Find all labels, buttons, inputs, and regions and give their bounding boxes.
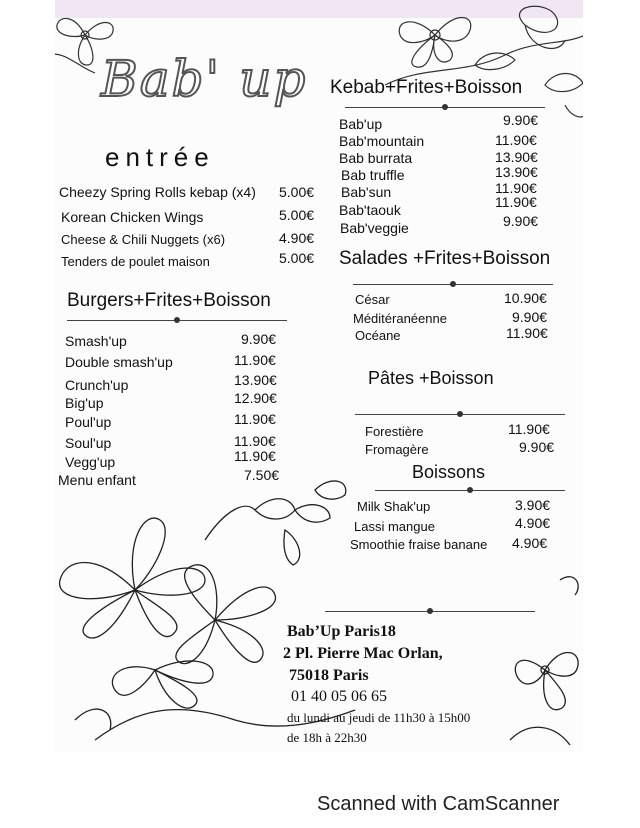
address-city: 75018 Paris [289,667,369,684]
salade-item-name: Méditéranéenne [353,311,447,326]
kebab-item-name: Bab'veggie [340,220,409,236]
kebab-item-price: 13.90€ [495,149,538,165]
burger-item-name: Smash'up [65,333,127,349]
boisson-item-name: Smoothie fraise banane [350,537,488,552]
address-name: Bab’Up Paris18 [287,623,396,640]
kebab-item-price: 11.90€ [495,180,537,196]
divider [375,487,565,493]
boisson-item-name: Milk Shak'up [357,499,431,514]
pates-item-price: 11.90€ [508,421,550,437]
divider [345,104,545,110]
kebab-item-price: 11.90€ [495,132,537,148]
entree-item-price: 5.00€ [279,250,315,266]
logo: Bab' up [101,50,308,108]
kebab-title: Kebab+Frites+Boisson [330,77,523,98]
divider [67,317,287,323]
burger-item-price: 9.90€ [241,331,277,347]
kebab-item-name: Bab'sun [341,184,392,200]
salade-item-price: 11.90€ [506,325,548,341]
kebab-item-price: 9.90€ [503,112,539,128]
salade-item-price: 10.90€ [504,290,547,306]
entree-item-name: Korean Chicken Wings [61,209,204,225]
entree-item-price: 4.90€ [279,230,315,246]
kebab-item-name: Bab'mountain [339,133,425,149]
kebab-item-name: Bab truffle [341,167,405,183]
boisson-item-name: Lassi mangue [354,519,435,534]
burger-item-name: Double smash'up [65,354,173,370]
flower-bottom-right-icon [500,560,583,750]
address-street: 2 Pl. Pierre Mac Orlan, [283,645,443,662]
address-phone: 01 40 05 06 65 [291,688,387,705]
pates-title: Pâtes +Boisson [368,368,494,388]
entree-item-name: Cheezy Spring Rolls kebap (x4) [59,184,256,200]
burger-item-price: 11.90€ [234,411,276,427]
burger-item-name: Menu enfant [58,472,136,488]
opening-hours: de 18h à 22h30 [287,730,367,745]
burger-item-price: 11.90€ [234,448,276,464]
kebab-item-name: Bab'up [339,116,383,132]
kebab-item-price: 11.90€ [495,194,537,210]
camscanner-watermark: Scanned with CamScanner [317,793,560,815]
pates-item-name: Forestière [365,424,424,439]
opening-hours: du lundi au jeudi de 11h30 à 15h00 [287,710,471,725]
burger-item-price: 11.90€ [234,352,276,368]
kebab-item-name: Bab burrata [339,150,413,166]
pates-item-price: 9.90€ [519,439,555,455]
salade-item-name: Océane [355,328,401,343]
burger-item-name: Crunch'up [65,377,129,393]
kebab-item-price: 13.90€ [495,164,538,180]
burger-item-price: 7.50€ [244,467,280,483]
boisson-item-price: 4.90€ [515,515,551,531]
entree-item-name: Tenders de poulet maison [61,254,210,269]
burger-item-price: 12.90€ [234,390,277,406]
menu-page [55,0,583,752]
burger-item-name: Soul'up [65,435,112,451]
entree-title: entrée [105,142,215,172]
burger-item-name: Vegg'up [65,454,116,470]
flower-top-right-icon [355,0,583,135]
entree-item-price: 5.00€ [279,207,315,223]
salade-item-price: 9.90€ [512,309,548,325]
burgers-title: Burgers+Frites+Boisson [67,290,271,311]
kebab-item-price: 9.90€ [503,213,539,229]
burger-item-price: 13.90€ [234,372,277,388]
boissons-title: Boissons [412,462,486,482]
divider [353,281,553,287]
burger-item-name: Big'up [65,395,104,411]
entree-item-name: Cheese & Chili Nuggets (x6) [61,232,226,247]
burger-item-name: Poul'up [65,414,112,430]
kebab-item-name: Bab'taouk [339,202,401,218]
boisson-item-price: 3.90€ [515,497,551,513]
entree-item-price: 5.00€ [279,184,315,200]
salade-item-name: César [355,292,390,307]
salades-title: Salades +Frites+Boisson [339,248,551,269]
burger-item-price: 11.90€ [234,433,276,449]
pates-item-name: Fromagère [365,442,429,457]
divider [355,411,565,417]
boisson-item-price: 4.90€ [512,535,548,551]
divider [325,608,535,614]
